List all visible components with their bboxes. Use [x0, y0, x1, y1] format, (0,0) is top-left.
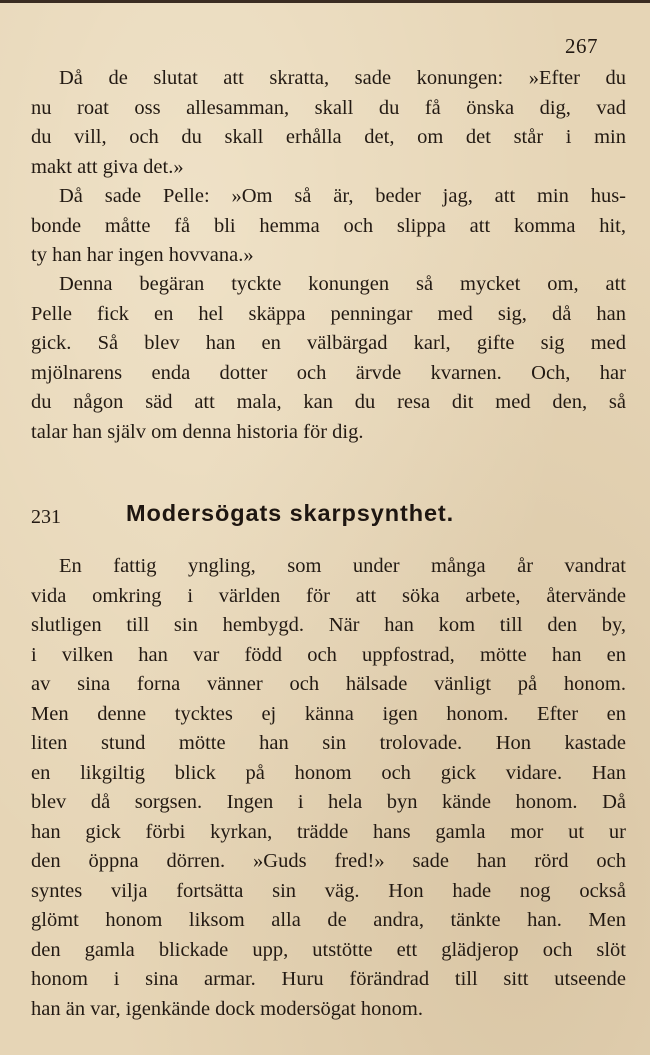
- text-line: Men denne tycktes ej känna igen honom. Efter en: [31, 702, 626, 725]
- text-line: slutligen till sin hembygd. När han kom till den by,: [31, 614, 626, 636]
- story-number: 231: [31, 506, 61, 528]
- previous-story-paragraph-3: [31, 270, 626, 447]
- text-line: nu roat oss allesamman, skall du få önska dig, vad: [31, 96, 626, 119]
- text-line: blev då sorgsen. Ingen i hela byn kände honom. Då: [31, 791, 626, 813]
- text-line: du vill, och du skall erhålla det, om det står i min: [31, 126, 626, 148]
- text-line: vida omkring i världen för att söka arbete, återvände: [31, 584, 626, 607]
- text-line: av sina forna vänner och hälsade vänligt på honom.: [31, 673, 626, 695]
- previous-story-paragraph-1: [31, 64, 626, 182]
- top-rule: [0, 0, 650, 3]
- text-line: Denna begäran tyckte konungen så mycket om, att: [59, 273, 626, 295]
- text-line: han än var, igenkände dock modersögat honom.: [31, 997, 423, 1020]
- text-line: bonde måtte få bli hemma och slippa att komma hit,: [31, 214, 626, 237]
- text-line: Då sade Pelle: »Om så är, beder jag, att min hus-: [59, 185, 626, 207]
- story-heading: [31, 500, 626, 536]
- text-line: mjölnarens enda dotter och ärvde kvarnen. Och, har: [31, 361, 626, 384]
- text-line: En fattig yngling, som under många år vandrat: [59, 555, 626, 577]
- text-line: gick. Så blev han en välbärgad karl, gifte sig med: [31, 332, 626, 354]
- text-line: glömt honom liksom alla de andra, tänkte han. Men: [31, 909, 626, 931]
- text-line: den gamla blickade upp, utstötte ett glädjerop och slöt: [31, 938, 626, 961]
- story-title: Modersögats skarpsynthet.: [126, 500, 455, 526]
- text-line: talar han själv om denna historia för dig.: [31, 420, 364, 443]
- text-line: en likgiltig blick på honom och gick vidare. Han: [31, 761, 626, 784]
- text-line: Då de slutat att skratta, sade konungen: »Efter du: [59, 67, 626, 89]
- text-line: du någon säd att mala, kan du resa dit med den, så: [31, 391, 626, 413]
- story-paragraph: [31, 552, 626, 1024]
- text-line: honom i sina armar. Huru förändrad till sitt utseende: [31, 968, 626, 990]
- text-line: makt att giva det.»: [31, 155, 184, 178]
- text-line: liten stund mötte han sin trolovade. Hon kastade: [31, 732, 626, 754]
- text-line: syntes vilja fortsätta sin väg. Hon hade nog också: [31, 879, 626, 902]
- text-line: ty han har ingen hovvana.»: [31, 244, 254, 266]
- text-line: i vilken han var född och uppfostrad, mötte han en: [31, 643, 626, 666]
- page-number: 267: [565, 34, 598, 58]
- previous-story-paragraph-2: [31, 182, 626, 271]
- text-line: den öppna dörren. »Guds fred!» sade han rörd och: [31, 850, 626, 872]
- text-line: Pelle fick en hel skäppa penningar med sig, då han: [31, 302, 626, 325]
- text-line: han gick förbi kyrkan, trädde hans gamla mor ut ur: [31, 820, 626, 843]
